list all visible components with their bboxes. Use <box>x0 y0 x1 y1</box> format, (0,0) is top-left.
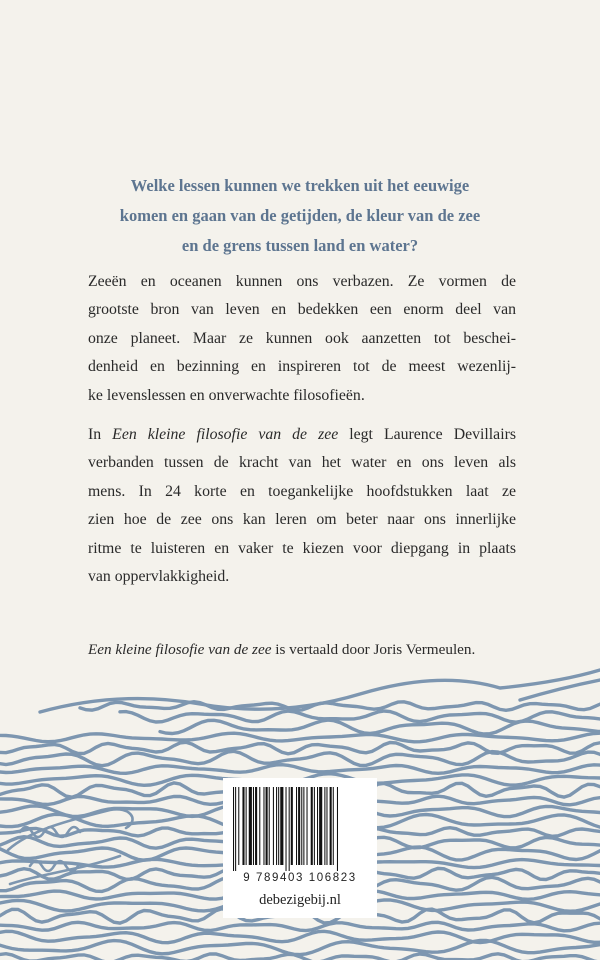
tagline-line: Welke lessen kunnen we trekken uit het eeuwige <box>130 176 470 195</box>
wave-line <box>0 733 600 742</box>
barcode-bar <box>269 787 270 865</box>
barcode-bar <box>296 787 297 865</box>
barcode-bar <box>301 787 302 865</box>
wave-line <box>0 940 600 954</box>
barcode-bar <box>246 787 247 865</box>
barcode-bar <box>311 787 313 865</box>
paragraph-line <box>88 421 516 449</box>
barcode-bar <box>330 787 332 865</box>
wave-line <box>0 922 600 931</box>
barcode-bar <box>259 787 260 865</box>
barcode-bar <box>324 787 325 865</box>
book-title: Een kleine filosofie van de zee <box>112 426 339 443</box>
wave-line <box>0 742 600 754</box>
translator-credit <box>88 638 528 662</box>
wave-line <box>0 765 600 774</box>
barcode-bar <box>307 787 308 865</box>
barcode-bar <box>280 787 283 865</box>
isbn-number: 9 789403 106823 <box>243 872 357 884</box>
barcode-bar <box>249 787 252 865</box>
barcode-bar <box>314 787 315 865</box>
barcode-bar <box>266 787 268 865</box>
barcode-bar <box>291 787 293 865</box>
barcode-bar <box>298 787 300 865</box>
barcode-bar <box>317 787 318 865</box>
paragraph-line: verbanden tussen de kracht van het water en ons leven als <box>88 454 516 472</box>
barcode-bar <box>263 787 264 865</box>
description-paragraph-1 <box>88 268 516 410</box>
barcode-bar <box>289 787 290 871</box>
paragraph-line: grootste bron van leven en bedekken een enorm deel van <box>88 301 516 319</box>
paragraph-line: Zeeën en oceanen kunnen ons verbazen. Ze vormen de <box>88 273 516 290</box>
paragraph-line: ritme te luisteren en vaker te kiezen voor diepgang in plaats <box>88 539 516 557</box>
barcode-bar <box>326 787 327 865</box>
wave-line <box>0 751 600 765</box>
barcode-bar <box>242 787 244 865</box>
barcode-bar <box>319 787 322 865</box>
barcode-bar <box>238 787 239 865</box>
barcode-bar <box>233 787 234 871</box>
barcode-bar <box>333 787 334 865</box>
barcode-bar <box>276 787 277 865</box>
barcode-bar <box>278 787 279 865</box>
paragraph-line: zien hoe de zee ons kan leren om beter naar ons innerlijke <box>88 511 516 529</box>
wave-line <box>80 702 600 711</box>
barcode-bar <box>253 787 254 865</box>
credit-book-title: Een kleine filosofie van de zee <box>88 641 272 658</box>
wave-crest <box>40 670 600 712</box>
barcode-bar <box>235 787 236 871</box>
barcode-bar <box>303 787 304 865</box>
tagline <box>60 171 540 261</box>
paragraph-line: denheid en bezinning en inspireren tot de meest wezenlij- <box>88 358 516 376</box>
barcode-label <box>223 778 377 918</box>
barcode <box>231 787 369 871</box>
barcode-bar <box>273 787 274 865</box>
publisher-website: debezigebij.nl <box>259 892 341 908</box>
barcode-bar <box>337 787 338 871</box>
description-paragraph-2 <box>88 421 516 591</box>
paragraph-line: mens. In 24 korte en toegankelijke hoofdstukken laat ze <box>88 482 516 500</box>
line-suffix: legt Laurence Devillairs <box>338 426 516 443</box>
paragraph-line: van oppervlakkigheid. <box>88 568 230 586</box>
tagline-line: komen en gaan van de getijden, de kleur van de zee <box>119 206 481 225</box>
wave-line <box>0 931 600 942</box>
paragraph-line: ke levenslessen en onverwachte filosofieën. <box>88 386 365 404</box>
credit-text: is vertaald door Joris Vermeulen. <box>271 641 476 658</box>
barcode-bar <box>286 787 287 871</box>
tagline-line: en de grens tussen land en water? <box>181 236 419 255</box>
paragraph-line: onze planeet. Maar ze kunnen ook aanzetten tot beschei- <box>88 329 516 347</box>
wave-line <box>160 720 600 734</box>
barcode-bar <box>255 787 257 865</box>
line-prefix: In <box>88 426 113 443</box>
